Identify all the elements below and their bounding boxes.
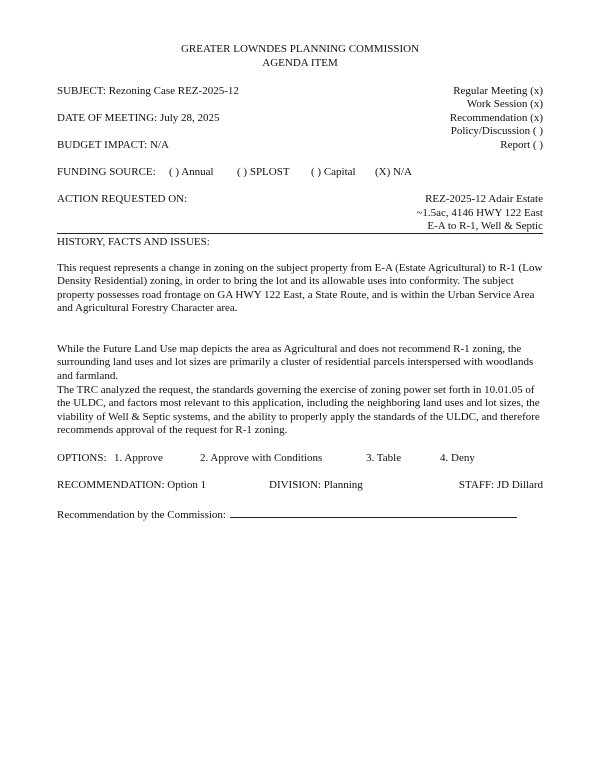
action-requested-label: ACTION REQUESTED ON: <box>57 193 188 205</box>
header-title: GREATER LOWNDES PLANNING COMMISSION <box>180 43 420 55</box>
history-paragraph-1: This request represents a change in zoning on the subject property from E-A (Estate Agricultural) to R-1 (Low Density Residential) zoning, in order to bring the lot and its allowable uses into conformity. The subject property possesses road frontage on GA HWY 122 East, a State Route, and is within the Urban Service Area and Agricultural Forestry Character area. <box>57 262 543 315</box>
commission-recommendation-row <box>57 506 517 522</box>
header-subtitle: AGENDA ITEM <box>262 57 338 69</box>
meeting-type-work-session: Work Session (x) <box>466 98 543 110</box>
division: DIVISION: Planning <box>269 479 363 491</box>
meeting-type-regular: Regular Meeting (x) <box>453 85 543 97</box>
date-of-meeting: DATE OF MEETING: July 28, 2025 <box>57 112 220 124</box>
action-requested-line-1: REZ-2025-12 Adair Estate <box>425 193 543 205</box>
options-label: OPTIONS: <box>57 452 107 464</box>
history-paragraph-2: While the Future Land Use map depicts the area as Agricultural and does not recommend R-1 zoning, the surrounding land uses and lot sizes are primarily a cluster of residential parcels interspersed with woodlands and farmland. <box>57 343 534 382</box>
meeting-type-policy-discussion: Policy/Discussion ( ) <box>450 125 543 137</box>
recommendation: RECOMMENDATION: Option 1 <box>57 479 207 491</box>
funding-option-capital: ( ) Capital <box>311 166 356 178</box>
action-requested-line-3: E-A to R-1, Well & Septic <box>427 220 543 232</box>
option-table: 3. Table <box>366 452 402 464</box>
commission-recommendation-label: Recommendation by the Commission: <box>57 509 226 521</box>
action-requested-line-2: ~1.5ac, 4146 HWY 122 East <box>416 207 543 219</box>
option-deny: 4. Deny <box>440 452 475 464</box>
funding-option-splost: ( ) SPLOST <box>237 166 290 178</box>
commission-recommendation-blank <box>230 506 517 518</box>
meeting-type-recommendation: Recommendation (x) <box>449 112 543 124</box>
option-approve: 1. Approve <box>114 452 163 464</box>
history-heading: HISTORY, FACTS AND ISSUES: <box>57 236 210 248</box>
staff: STAFF: JD Dillard <box>458 479 543 491</box>
history-paragraph-3: The TRC analyzed the request, the standards governing the exercise of zoning power set forth in 10.01.05 of the ULDC, and factors most relevant to this application, including the neighboring land uses and lot sizes, the viability of Well & Septic systems, and the ability to properly apply the standards of the ULDC, and therefore recommends approval of the request for R-1 zoning. <box>57 384 540 437</box>
meeting-type-report: Report ( ) <box>500 139 543 151</box>
funding-option-na: (X) N/A <box>375 166 412 178</box>
funding-source-label: FUNDING SOURCE: <box>57 166 156 178</box>
option-approve-with-conditions: 2. Approve with Conditions <box>200 452 323 464</box>
budget-impact: BUDGET IMPACT: N/A <box>57 139 169 151</box>
section-divider <box>57 233 543 234</box>
subject-line: SUBJECT: Rezoning Case REZ-2025-12 <box>57 85 239 97</box>
funding-option-annual: ( ) Annual <box>169 166 214 178</box>
